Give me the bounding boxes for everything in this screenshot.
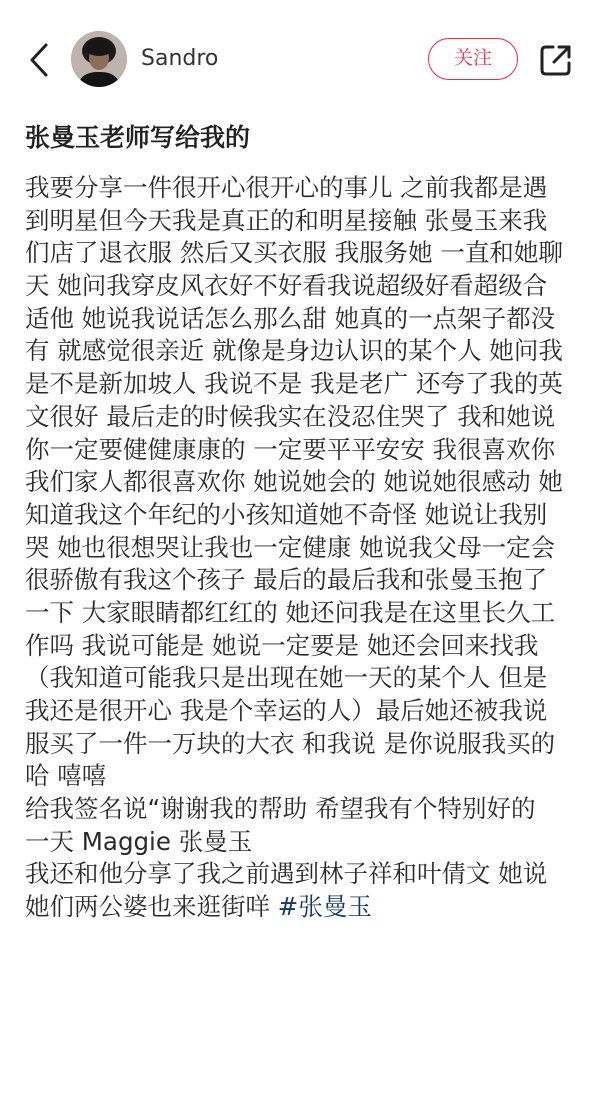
body-line: 文很好 最后走的时候我实在没忍住哭了 我和她说	[25, 401, 556, 431]
body-line: 哭 她也很想哭让我也一定健康 她说我父母一定会	[25, 532, 556, 562]
body-line: 们店了退衣服 然后又买衣服 我服务她 一直和她聊	[25, 238, 563, 268]
body-line: 天 她问我穿皮风衣好不好看我说超级好看超级合	[25, 271, 548, 301]
body-line: 一天 Maggie 张曼玉	[25, 826, 253, 856]
chevron-left-icon	[29, 43, 49, 77]
body-line: 我还是很开心 我是个幸运的人）最后她还被我说	[25, 696, 548, 725]
share-icon	[539, 43, 573, 77]
share-button[interactable]	[536, 40, 576, 80]
body-line: 是不是新加坡人 我说不是 我是老广 还夸了我的英	[25, 369, 563, 399]
avatar-image	[71, 31, 127, 87]
body-line: 我们家人都很喜欢你 她说她会的 她说她很感动 她	[25, 467, 563, 497]
body-line: 给我签名说“谢谢我的帮助 希望我有个特别好的	[25, 794, 536, 824]
body-line: 作吗 我说可能是 她说一定要是 她还会回来找我	[25, 630, 539, 660]
body-line: 到明星但今天我是真正的和明星接触 张曼玉来我	[25, 205, 548, 235]
post-header	[0, 0, 600, 116]
body-line: 有 就感觉很亲近 就像是身边认识的某个人 她问我	[25, 336, 563, 366]
body-line: 你一定要健健康康的 一定要平平安安 我很喜欢你	[25, 434, 556, 464]
body-line: 我要分享一件很开心很开心的事儿 之前我都是遇	[25, 173, 548, 202]
body-line: （我知道可能我只是出现在她一天的某个人 但是	[25, 663, 548, 693]
body-line: 服买了一件一万块的大衣 和我说 是你说服我买的	[25, 728, 556, 758]
hashtag-link[interactable]: #张曼玉	[277, 892, 372, 922]
body-line-text: 她们两公婆也来逛街咩	[25, 892, 278, 922]
body-line: 我还和他分享了我之前遇到林子祥和叶倩文 她说	[25, 859, 548, 889]
author-name[interactable]: Sandro	[141, 46, 219, 71]
body-line: 哈 嘻嘻	[25, 761, 107, 791]
avatar[interactable]	[71, 31, 127, 87]
post-body	[25, 172, 575, 924]
body-line: 一下 大家眼睛都红红的 她还问我是在这里长久工	[25, 597, 556, 627]
body-line: 适他 她说我说话怎么那么甜 她真的一点架子都没	[25, 303, 556, 333]
post-title: 张曼玉老师写给我的	[25, 123, 251, 152]
body-line: 知道我这个年纪的小孩知道她不奇怪 她说让我别	[25, 499, 548, 529]
follow-button[interactable]: 关注	[428, 38, 518, 80]
back-button[interactable]	[22, 38, 56, 82]
body-line-last	[25, 891, 575, 924]
body-line: 很骄傲有我这个孩子 最后的最后我和张曼玉抱了	[25, 565, 548, 595]
